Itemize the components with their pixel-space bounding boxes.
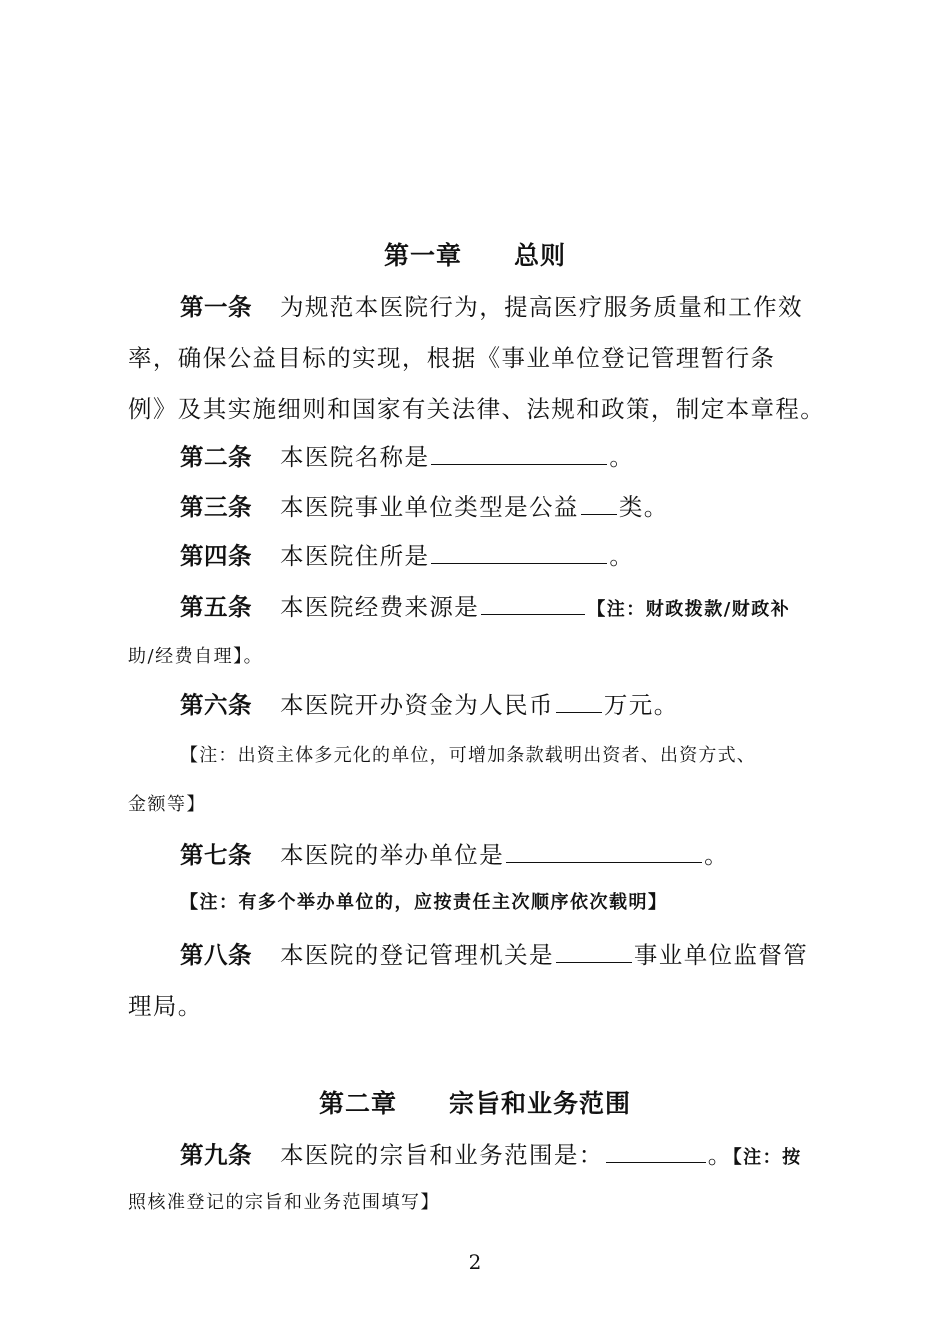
article-7-label: 第七条 [180,841,252,869]
article-4 [180,537,833,571]
article-7-note: 【注：有多个举办单位的，应按责任主次顺序依次载明】 [180,892,668,913]
article-1-label: 第一条 [180,293,252,321]
article-7 [180,836,833,870]
article-6-note-line2: 金额等】 [128,794,206,815]
article-5-label: 第五条 [180,593,252,621]
article-4-blank [431,543,607,564]
article-7-end: 。 [704,841,730,869]
article-1-text-line3: 例》及其实施细则和国家有关法律、法规和政策，制定本章程。 [128,395,826,423]
article-2-blank [431,444,607,465]
article-5-note-part1: 【注：财政拨款/财政补 [587,599,791,620]
article-2-end: 。 [609,443,635,471]
article-9-note-part1: 【注：按 [732,1147,802,1168]
article-6-end: 万元。 [603,691,679,719]
article-6-blank [556,692,602,713]
article-2-text: 本医院名称是 [280,443,430,471]
article-8-end: 事业单位监督管 [633,941,809,969]
article-8-label: 第八条 [180,941,252,969]
article-9-end: 。 [707,1141,733,1169]
article-6-note-line1: 【注：出资主体多元化的单位，可增加条款载明出资者、出资方式、 [180,745,756,766]
article-9-blank [606,1142,706,1163]
article-5-blank [481,594,585,615]
article-4-end: 。 [609,542,635,570]
article-8-text-line2: 理局。 [128,992,203,1020]
article-3-text: 本医院事业单位类型是公益 [280,493,579,521]
article-9-note-part2: 照核准登记的宗旨和业务范围填写】 [128,1192,440,1213]
article-3-end: 类。 [618,493,669,521]
article-9-label: 第九条 [180,1141,252,1169]
article-6 [180,686,833,720]
article-5 [180,588,833,622]
article-8 [180,936,833,970]
article-7-text: 本医院的举办单位是 [280,841,505,869]
article-2 [180,438,833,472]
article-4-text: 本医院住所是 [280,542,430,570]
article-1-text-line2: 率，确保公益目标的实现，根据《事业单位登记管理暂行条 [128,344,776,372]
article-5-note-part2: 助/经费自理】。 [128,646,264,667]
chapter-1-title: 第一章 总则 [383,241,566,270]
article-9 [180,1136,833,1170]
article-3 [180,488,833,522]
article-2-label: 第二条 [180,443,252,471]
article-6-text: 本医院开办资金为人民币 [280,691,554,719]
page-number: 2 [468,1250,482,1274]
article-4-label: 第四条 [180,542,252,570]
article-8-blank [556,942,632,963]
chapter-2-title: 第二章 宗旨和业务范围 [318,1089,631,1118]
article-7-blank [506,842,702,863]
article-6-label: 第六条 [180,691,252,719]
article-5-text: 本医院经费来源是 [280,593,480,621]
article-3-label: 第三条 [180,493,252,521]
article-1-text-line1: 为规范本医院行为，提高医疗服务质量和工作效 [280,293,803,321]
article-3-blank [581,494,617,515]
article-8-text: 本医院的登记管理机关是 [280,941,554,969]
article-9-text: 本医院的宗旨和业务范围是： [280,1141,604,1169]
article-1 [180,288,833,322]
